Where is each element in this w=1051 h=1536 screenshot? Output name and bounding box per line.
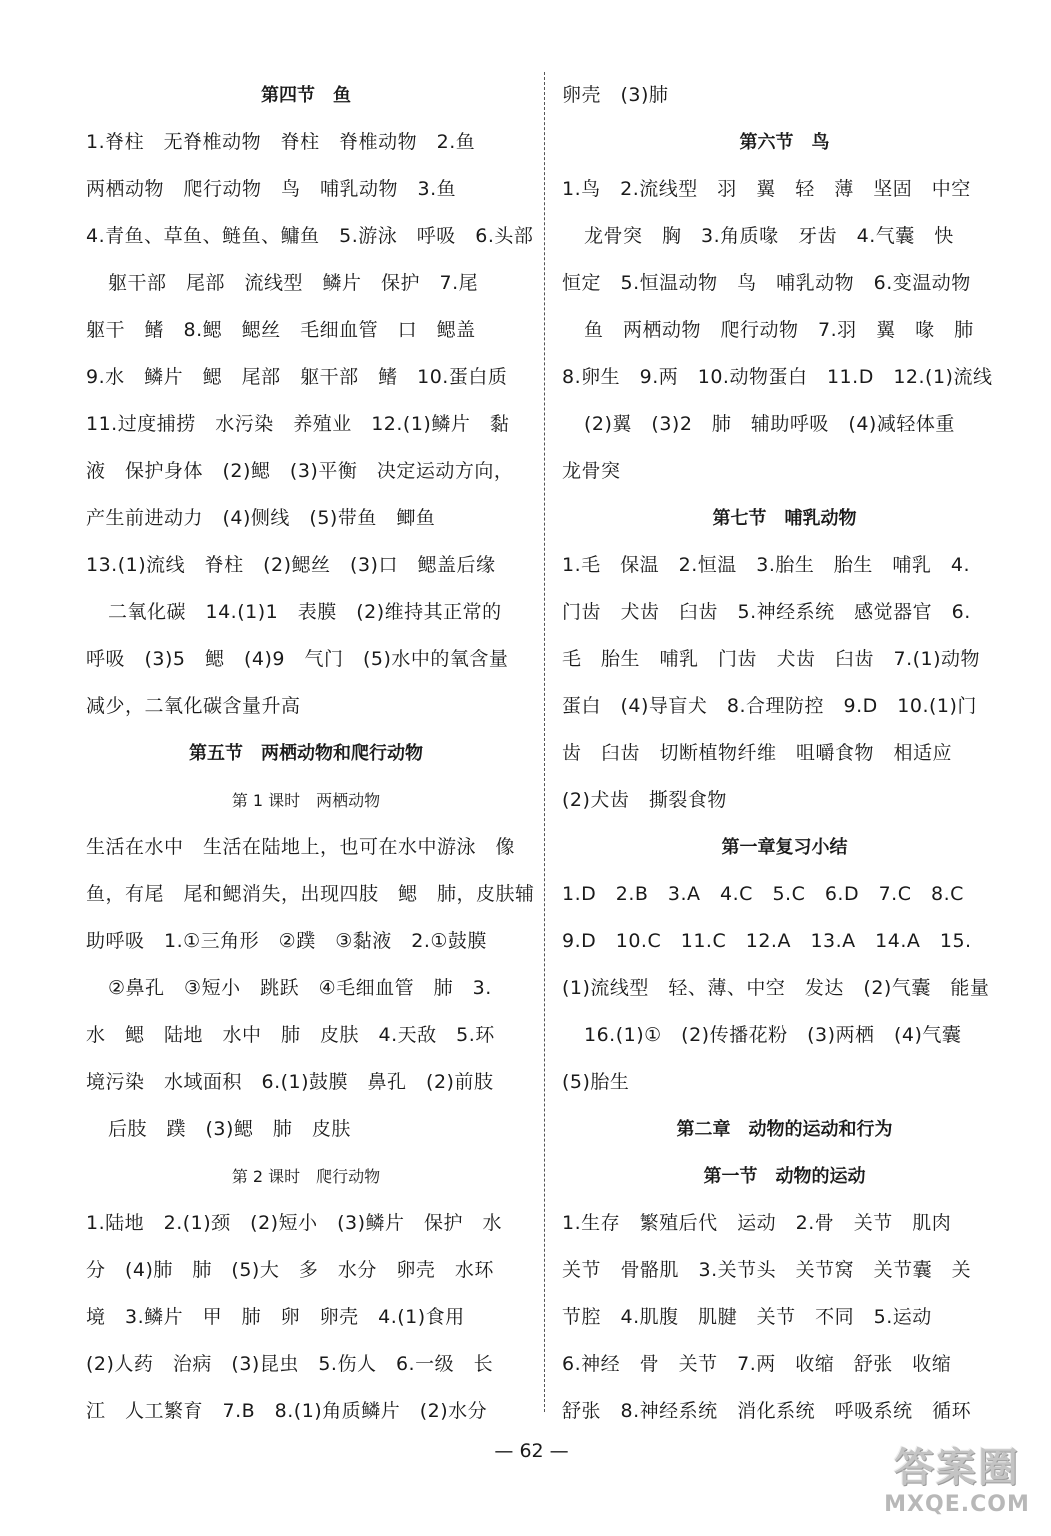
answer-line: 1.生存 繁殖后代 运动 2.骨 关节 肌肉	[562, 1212, 952, 1234]
answer-line: 两栖动物 爬行动物 鸟 哺乳动物 3.鱼	[86, 178, 457, 200]
watermark-bottom: MXQE.COM	[884, 1492, 1030, 1517]
answer-line: 舒张 8.神经系统 消化系统 呼吸系统 循环	[562, 1400, 972, 1422]
lesson-subheading: 第 1 课时 两栖动物	[231, 791, 381, 810]
answer-line: 液 保护身体 (2)鳃 (3)平衡 决定运动方向，	[86, 460, 514, 482]
answer-line: 境污染 水域面积 6.(1)鼓膜 鼻孔 (2)前肢	[86, 1071, 494, 1093]
answer-line: 9.水 鳞片 鳃 尾部 躯干部 鳍 10.蛋白质	[86, 366, 508, 388]
page-number: — 62 —	[494, 1440, 569, 1462]
answer-line: 减少，二氧化碳含量升高	[86, 695, 301, 717]
column-divider	[544, 72, 545, 1412]
lesson-subheading: 第 2 课时 爬行动物	[231, 1167, 381, 1186]
answer-line: 1.脊柱 无脊椎动物 脊柱 脊椎动物 2.鱼	[86, 131, 476, 153]
answer-line: 蛋白 (4)导盲犬 8.合理防控 9.D 10.(1)门	[562, 695, 977, 717]
answer-line: 1.毛 保温 2.恒温 3.胎生 胎生 哺乳 4.	[562, 554, 971, 576]
answer-line: 1.D 2.B 3.A 4.C 5.C 6.D 7.C 8.C	[562, 883, 964, 905]
answer-line: 关节 骨骼肌 3.关节头 关节窝 关节囊 关	[562, 1259, 972, 1281]
left-column	[86, 72, 535, 1435]
watermark-top: 答案圈	[894, 1445, 1020, 1491]
answer-line: 产生前进动力 (4)侧线 (5)带鱼 鲫鱼	[86, 507, 436, 529]
answer-line: 门齿 犬齿 臼齿 5.神经系统 感觉器官 6.	[562, 601, 971, 623]
answer-line: 水 鳃 陆地 水中 肺 皮肤 4.天敌 5.环	[86, 1024, 495, 1046]
answer-line: 4.青鱼、草鱼、鲢鱼、鳙鱼 5.游泳 呼吸 6.头部	[86, 225, 534, 247]
answer-line: 节腔 4.肌腹 肌腱 关节 不同 5.运动	[562, 1306, 932, 1328]
answer-line: 恒定 5.恒温动物 鸟 哺乳动物 6.变温动物	[562, 272, 971, 294]
section-heading: 第七节 哺乳动物	[712, 508, 857, 529]
answer-line: 16.(1)① (2)传播花粉 (3)两栖 (4)气囊	[584, 1024, 962, 1046]
answer-line: 8.卵生 9.两 10.动物蛋白 11.D 12.(1)流线	[562, 366, 993, 388]
answer-line: 6.神经 骨 关节 7.两 收缩 舒张 收缩	[562, 1353, 952, 1375]
answer-line: 9.D 10.C 11.C 12.A 13.A 14.A 15.	[562, 930, 972, 952]
answer-line: 躯干 鳍 8.鳃 鳃丝 毛细血管 口 鳃盖	[86, 319, 476, 341]
answer-line: 助呼吸 1.①三角形 ②蹼 ③黏液 2.①鼓膜	[86, 930, 487, 952]
answer-line: (2)犬齿 撕裂食物	[562, 789, 727, 811]
answer-line: ②鼻孔 ③短小 跳跃 ④毛细血管 肺 3.	[108, 977, 492, 999]
answer-line: 卵壳 (3)肺	[562, 84, 669, 106]
answer-line: 龙骨突 胸 3.角质喙 牙齿 4.气囊 快	[584, 225, 954, 247]
answer-line: 龙骨突	[562, 460, 621, 482]
answer-line: 后肢 蹼 (3)鳃 肺 皮肤	[108, 1118, 351, 1140]
answer-line: 境 3.鳞片 甲 肺 卵 卵壳 4.(1)食用	[86, 1306, 465, 1328]
section-heading: 第六节 鸟	[739, 132, 830, 153]
answer-line: 1.鸟 2.流线型 羽 翼 轻 薄 坚固 中空	[562, 178, 971, 200]
right-column	[562, 72, 1007, 1435]
answer-line: 躯干部 尾部 流线型 鳞片 保护 7.尾	[108, 272, 479, 294]
section-heading: 第四节 鱼	[261, 85, 351, 106]
section-heading: 第一节 动物的运动	[703, 1166, 866, 1187]
answer-line: (5)胎生	[562, 1071, 630, 1093]
answer-line: 11.过度捕捞 水污染 养殖业 12.(1)鳞片 黏	[86, 413, 510, 435]
answer-line: 江 人工繁育 7.B 8.(1)角质鳞片 (2)水分	[86, 1400, 488, 1422]
answer-line: 鱼 两栖动物 爬行动物 7.羽 翼 喙 肺	[584, 319, 974, 341]
section-heading: 第一章复习小结	[721, 837, 848, 858]
answer-line: (1)流线型 轻、薄、中空 发达 (2)气囊 能量	[562, 977, 990, 999]
answer-line: 1.陆地 2.(1)颈 (2)短小 (3)鳞片 保护 水	[86, 1212, 502, 1234]
answer-line: 鱼，有尾 尾和鳃消失，出现四肢 鳃 肺，皮肤辅	[86, 883, 535, 905]
answer-line: 毛 胎生 哺乳 门齿 犬齿 臼齿 7.(1)动物	[562, 648, 981, 670]
answer-line: 二氧化碳 14.(1)1 表膜 (2)维持其正常的	[108, 601, 502, 623]
answer-line: (2)人药 治病 (3)昆虫 5.伤人 6.一级 长	[86, 1353, 494, 1375]
answer-line: 13.(1)流线 脊柱 (2)鳃丝 (3)口 鳃盖后缘	[86, 554, 496, 576]
watermark-logo	[872, 1445, 1042, 1530]
section-heading: 第五节 两栖动物和爬行动物	[189, 743, 423, 764]
answer-line: 齿 臼齿 切断植物纤维 咀嚼食物 相适应	[562, 742, 953, 764]
answer-line: 分 (4)肺 肺 (5)大 多 水分 卵壳 水环	[86, 1259, 494, 1281]
section-heading: 第二章 动物的运动和行为	[676, 1119, 893, 1140]
answer-line: 生活在水中 生活在陆地上，也可在水中游泳 像	[86, 836, 516, 858]
answer-line: (2)翼 (3)2 肺 辅助呼吸 (4)减轻体重	[584, 413, 955, 435]
answer-line: 呼吸 (3)5 鳃 (4)9 气门 (5)水中的氧含量	[86, 648, 509, 670]
